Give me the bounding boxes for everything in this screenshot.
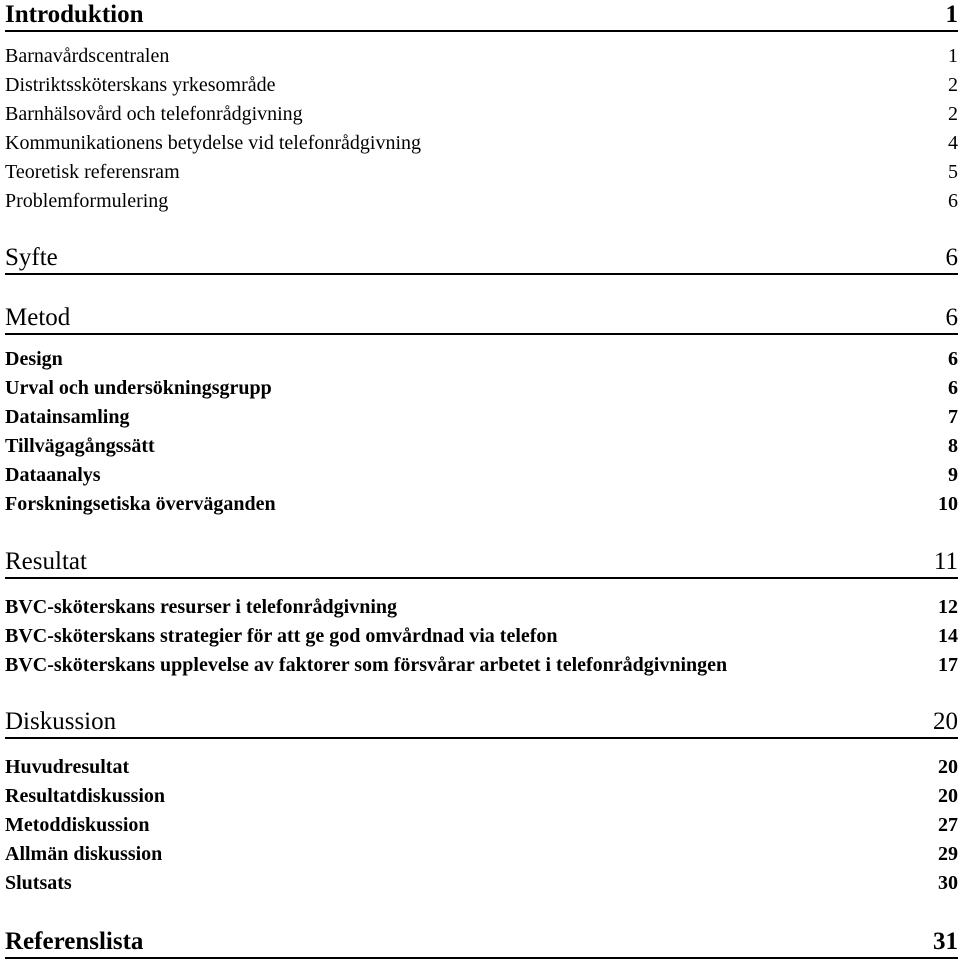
toc-entry-label: BVC-sköterskans strategier för att ge god omvårdnad via telefon bbox=[5, 625, 558, 647]
toc-entry-page: 12 bbox=[938, 596, 958, 618]
toc-heading-page: 1 bbox=[945, 1, 958, 28]
toc-heading[interactable] bbox=[5, 243, 958, 275]
toc-entry-label: Problemformulering bbox=[5, 190, 169, 212]
toc-heading-page: 20 bbox=[933, 708, 958, 735]
toc-heading[interactable] bbox=[5, 303, 958, 335]
toc-entry-label: Teoretisk referensram bbox=[5, 161, 180, 183]
toc-entry-page: 5 bbox=[948, 161, 958, 183]
toc-heading-title: Metod bbox=[5, 304, 71, 331]
toc-entry-page: 7 bbox=[948, 406, 958, 428]
toc-entry-label: Distriktssköterskans yrkesområde bbox=[5, 74, 276, 96]
toc-entry[interactable] bbox=[5, 43, 958, 69]
toc-entry-page: 6 bbox=[948, 348, 958, 370]
toc-entry-label: Tillvägagångssätt bbox=[5, 435, 155, 457]
toc-entry-label: BVC-sköterskans resurser i telefonrådgivning bbox=[5, 596, 398, 618]
toc-entry[interactable] bbox=[5, 72, 958, 98]
toc-heading[interactable] bbox=[5, 547, 958, 579]
toc-heading-page: 6 bbox=[945, 304, 958, 331]
toc-entry-page: 2 bbox=[948, 103, 958, 125]
toc-entry-page: 9 bbox=[948, 464, 958, 486]
toc-heading-page: 11 bbox=[933, 548, 958, 575]
toc-entry[interactable] bbox=[5, 594, 958, 620]
toc-heading[interactable] bbox=[5, 927, 958, 959]
toc-entry[interactable] bbox=[5, 783, 958, 809]
toc-entry-page: 29 bbox=[938, 843, 958, 865]
toc-entry[interactable] bbox=[5, 375, 958, 401]
toc-heading-title: Diskussion bbox=[5, 708, 117, 735]
toc-entry[interactable] bbox=[5, 159, 958, 185]
toc-entry-page: 10 bbox=[938, 493, 958, 515]
toc-entry-page: 30 bbox=[938, 872, 958, 894]
toc-entry-label: Forskningsetiska överväganden bbox=[5, 493, 276, 515]
toc-entry[interactable] bbox=[5, 623, 958, 649]
toc-entry[interactable] bbox=[5, 462, 958, 488]
toc-entry[interactable] bbox=[5, 652, 958, 678]
toc-entry-label: Barnhälsovård och telefonrådgivning bbox=[5, 103, 303, 125]
toc-entry[interactable] bbox=[5, 130, 958, 156]
toc-entry[interactable] bbox=[5, 841, 958, 867]
toc-heading-title: Syfte bbox=[5, 244, 58, 271]
toc-entry-page: 20 bbox=[938, 756, 958, 778]
toc-entry-page: 1 bbox=[948, 45, 958, 67]
toc-entry-label: Slutsats bbox=[5, 872, 72, 894]
toc-entry-page: 20 bbox=[938, 785, 958, 807]
toc-entry-page: 4 bbox=[948, 132, 958, 154]
toc-entry-page: 14 bbox=[938, 625, 958, 647]
toc-entry-page: 2 bbox=[948, 74, 958, 96]
toc-heading-page: 6 bbox=[945, 244, 958, 271]
toc-entry-page: 6 bbox=[948, 377, 958, 399]
toc-heading-title: Introduktion bbox=[5, 1, 144, 28]
toc-entry[interactable] bbox=[5, 101, 958, 127]
toc-entry-label: Kommunikationens betydelse vid telefonrådgivning bbox=[5, 132, 422, 154]
toc-entry-label: Design bbox=[5, 348, 63, 370]
toc-entry[interactable] bbox=[5, 870, 958, 896]
toc-entry[interactable] bbox=[5, 754, 958, 780]
toc-entry-page: 6 bbox=[948, 190, 958, 212]
toc-entry-label: Huvudresultat bbox=[5, 756, 130, 778]
toc-entry-label: Resultatdiskussion bbox=[5, 785, 166, 807]
toc-entry-label: BVC-sköterskans upplevelse av faktorer som försvårar arbetet i telefonrådgivningen bbox=[5, 654, 728, 676]
toc-entry-page: 17 bbox=[938, 654, 958, 676]
toc-entry[interactable] bbox=[5, 188, 958, 214]
toc-entry[interactable] bbox=[5, 812, 958, 838]
toc-entry-label: Allmän diskussion bbox=[5, 843, 163, 865]
toc-entry-label: Datainsamling bbox=[5, 406, 130, 428]
toc-entry[interactable] bbox=[5, 491, 958, 517]
toc-entry-label: Dataanalys bbox=[5, 464, 101, 486]
toc-entry-label: Metoddiskussion bbox=[5, 814, 150, 836]
toc-heading[interactable] bbox=[5, 0, 958, 32]
toc-entry-label: Barnavårdscentralen bbox=[5, 45, 170, 67]
toc-entry-page: 27 bbox=[938, 814, 958, 836]
toc-heading-title: Resultat bbox=[5, 548, 87, 575]
toc-entry-label: Urval och undersökningsgrupp bbox=[5, 377, 272, 399]
toc-heading[interactable] bbox=[5, 707, 958, 739]
toc-heading-title: Referenslista bbox=[5, 928, 144, 955]
toc-entry[interactable] bbox=[5, 404, 958, 430]
toc-heading-page: 31 bbox=[933, 928, 958, 955]
toc-entry-page: 8 bbox=[948, 435, 958, 457]
toc-entry[interactable] bbox=[5, 433, 958, 459]
toc-entry[interactable] bbox=[5, 346, 958, 372]
